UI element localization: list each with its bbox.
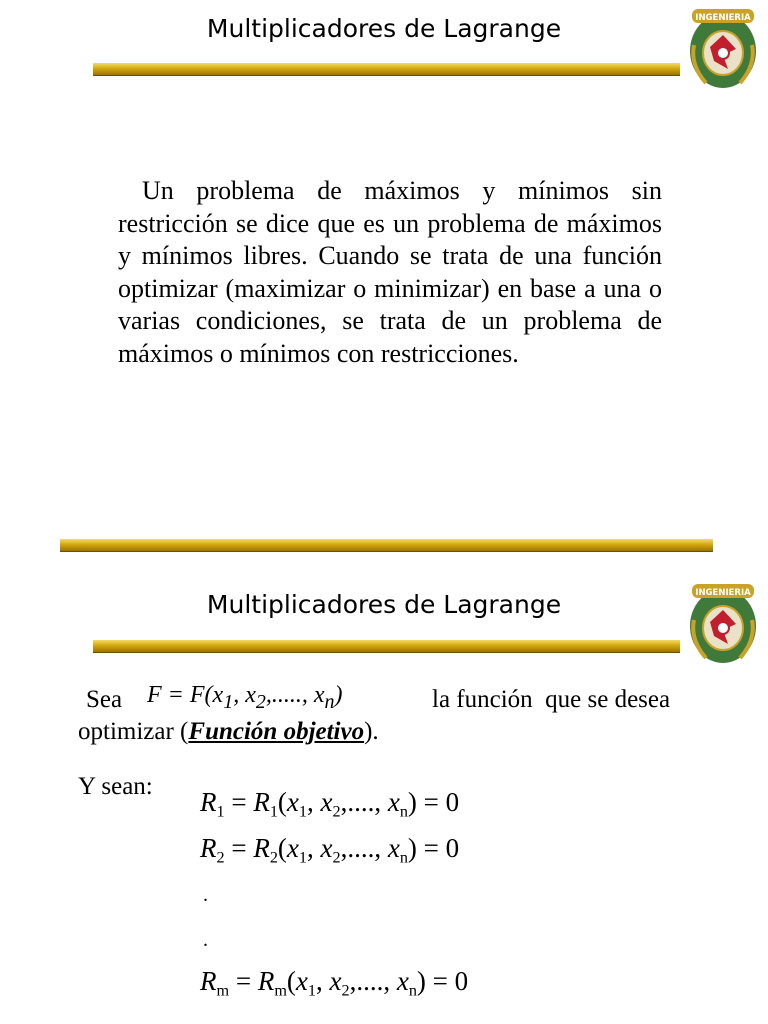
optimizar-line: [78, 718, 379, 746]
ellipsis-dot: .: [203, 929, 208, 951]
title-underline-bar: [93, 640, 680, 653]
ellipsis-dot: .: [203, 884, 208, 906]
objective-function-formula: $F = F(x_1$, $x_2$,....., $x_n$): [147, 682, 343, 713]
y-sean-label: Y sean:: [78, 773, 153, 800]
title-underline-bar: [93, 63, 680, 76]
optimizar-end: ).: [364, 718, 379, 745]
constraint-equation-m: $R_m = R_m(x_1$, $x_2$,...., $x_n) = 0$: [200, 966, 469, 1000]
logo-text: INGENIERIA: [695, 13, 751, 23]
slide-title: Multiplicadores de Lagrange: [206, 14, 562, 43]
intro-paragraph: Un problema de máximos y mínimos sin restricción se dice que es un problema de máximos y mínimos libres. Cuando se trata de una función optimizar (maximizar o minimizar) en base a una o varias condiciones, se trata de un problema de máximos o mínimos con restricciones.: [118, 176, 662, 368]
slide-title: Multiplicadores de Lagrange: [206, 590, 562, 619]
constraint-equation-2: $R_2 = R_2(x_1$, $x_2$,...., $x_n) = 0$: [200, 833, 460, 867]
sea-label: Sea: [86, 686, 123, 713]
slide-divider-bar: [60, 539, 713, 552]
objective-function-label: Función objetivo: [188, 718, 365, 745]
logo-text: INGENIERIA: [695, 588, 751, 598]
constraint-equation-1: $R_1 = R_1(x_1$, $x_2$,...., $x_n) = 0$: [200, 787, 460, 821]
ingenieria-logo: [684, 5, 762, 91]
ingenieria-logo: [684, 580, 762, 666]
optimizar-text: optimizar (: [78, 718, 189, 745]
function-description: la función que se desea: [432, 686, 671, 713]
